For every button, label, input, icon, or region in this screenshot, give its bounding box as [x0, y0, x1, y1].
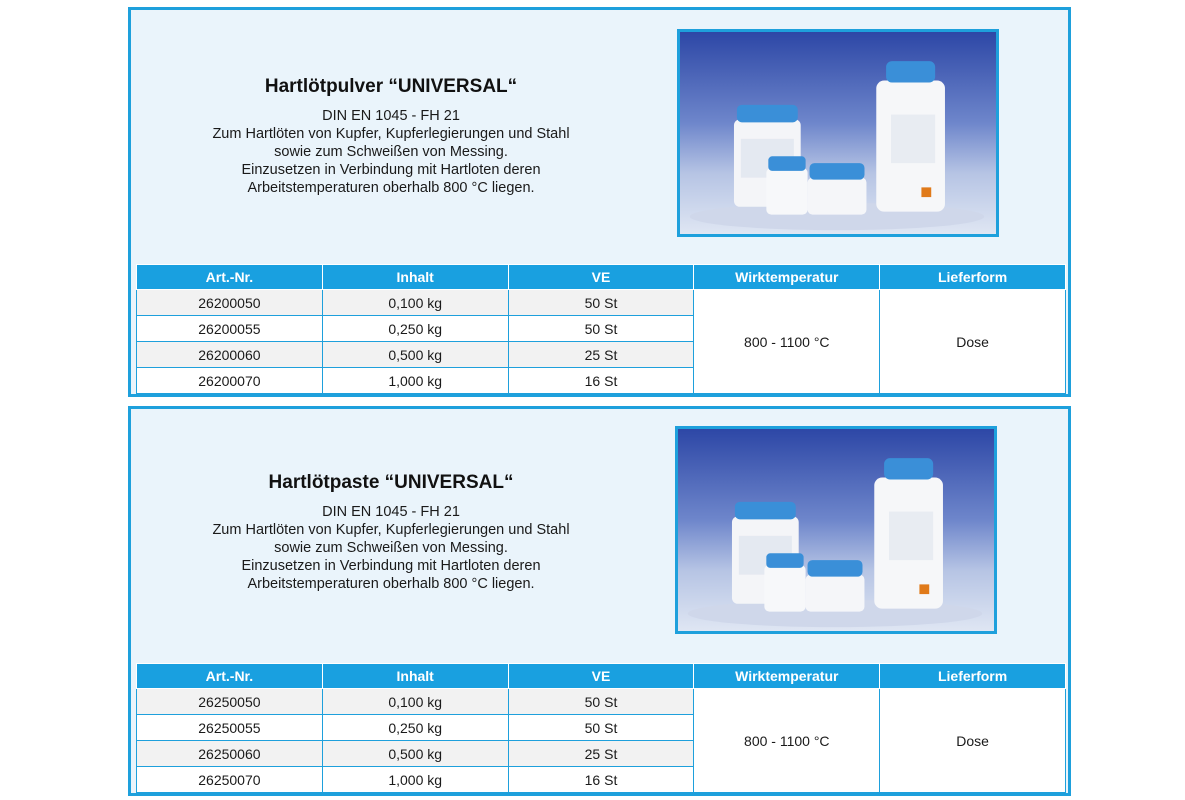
cell-lieferform: Dose — [880, 290, 1066, 394]
col-wirktemperatur: Wirktemperatur — [694, 265, 880, 290]
table-header-row — [137, 265, 1066, 290]
spec-table — [136, 264, 1066, 394]
product-card-pulver — [128, 7, 1071, 397]
table-row — [137, 290, 1066, 316]
cell-ve: 50 St — [508, 715, 694, 741]
cell-inhalt: 1,000 kg — [322, 368, 508, 394]
product-jars-illustration — [678, 429, 994, 631]
cell-inhalt: 0,250 kg — [322, 316, 508, 342]
product-info — [131, 76, 651, 197]
col-art-nr: Art.-Nr. — [137, 664, 323, 689]
product-title: Hartlötpulver “UNIVERSAL“ — [264, 76, 518, 97]
product-title: Hartlötpaste “UNIVERSAL“ — [268, 472, 514, 493]
cell-inhalt: 0,500 kg — [322, 741, 508, 767]
description-line: Arbeitstemperaturen oberhalb 800 °C liegen. — [247, 180, 535, 196]
cell-art-nr: 26200050 — [137, 290, 323, 316]
cell-wirktemperatur: 800 - 1100 °C — [694, 689, 880, 793]
spec-table — [136, 663, 1066, 793]
description-line: Arbeitstemperaturen oberhalb 800 °C liegen. — [247, 576, 535, 592]
col-inhalt: Inhalt — [322, 664, 508, 689]
cell-inhalt: 0,250 kg — [322, 715, 508, 741]
product-photo — [677, 29, 999, 237]
cell-art-nr: 26250055 — [137, 715, 323, 741]
description-line: Einzusetzen in Verbindung mit Hartloten deren — [241, 162, 541, 178]
cell-lieferform: Dose — [880, 689, 1066, 793]
cell-ve: 50 St — [508, 316, 694, 342]
cell-ve: 25 St — [508, 741, 694, 767]
col-lieferform: Lieferform — [880, 664, 1066, 689]
cell-ve: 16 St — [508, 368, 694, 394]
cell-inhalt: 0,100 kg — [322, 290, 508, 316]
cell-art-nr: 26250050 — [137, 689, 323, 715]
cell-art-nr: 26250060 — [137, 741, 323, 767]
cell-art-nr: 26250070 — [137, 767, 323, 793]
col-lieferform: Lieferform — [880, 265, 1066, 290]
cell-ve: 25 St — [508, 342, 694, 368]
cell-inhalt: 1,000 kg — [322, 767, 508, 793]
product-photo — [675, 426, 997, 634]
description-line: sowie zum Schweißen von Messing. — [274, 540, 508, 556]
col-inhalt: Inhalt — [322, 265, 508, 290]
table-header-row — [137, 664, 1066, 689]
col-ve: VE — [508, 664, 694, 689]
description-line: Zum Hartlöten von Kupfer, Kupferlegierungen und Stahl — [212, 126, 570, 142]
cell-ve: 50 St — [508, 689, 694, 715]
cell-art-nr: 26200060 — [137, 342, 323, 368]
cell-art-nr: 26200055 — [137, 316, 323, 342]
cell-ve: 16 St — [508, 767, 694, 793]
norm-line: DIN EN 1045 - FH 21 — [322, 504, 460, 520]
cell-inhalt: 0,100 kg — [322, 689, 508, 715]
col-wirktemperatur: Wirktemperatur — [694, 664, 880, 689]
description-line: Einzusetzen in Verbindung mit Hartloten deren — [241, 558, 541, 574]
description-line: Zum Hartlöten von Kupfer, Kupferlegierungen und Stahl — [212, 522, 570, 538]
cell-ve: 50 St — [508, 290, 694, 316]
product-info — [131, 472, 651, 593]
norm-line: DIN EN 1045 - FH 21 — [322, 108, 460, 124]
col-ve: VE — [508, 265, 694, 290]
description-line: sowie zum Schweißen von Messing. — [274, 144, 508, 160]
cell-art-nr: 26200070 — [137, 368, 323, 394]
product-jars-illustration — [680, 32, 996, 234]
cell-wirktemperatur: 800 - 1100 °C — [694, 290, 880, 394]
table-row — [137, 689, 1066, 715]
cell-inhalt: 0,500 kg — [322, 342, 508, 368]
product-card-paste — [128, 406, 1071, 796]
col-art-nr: Art.-Nr. — [137, 265, 323, 290]
